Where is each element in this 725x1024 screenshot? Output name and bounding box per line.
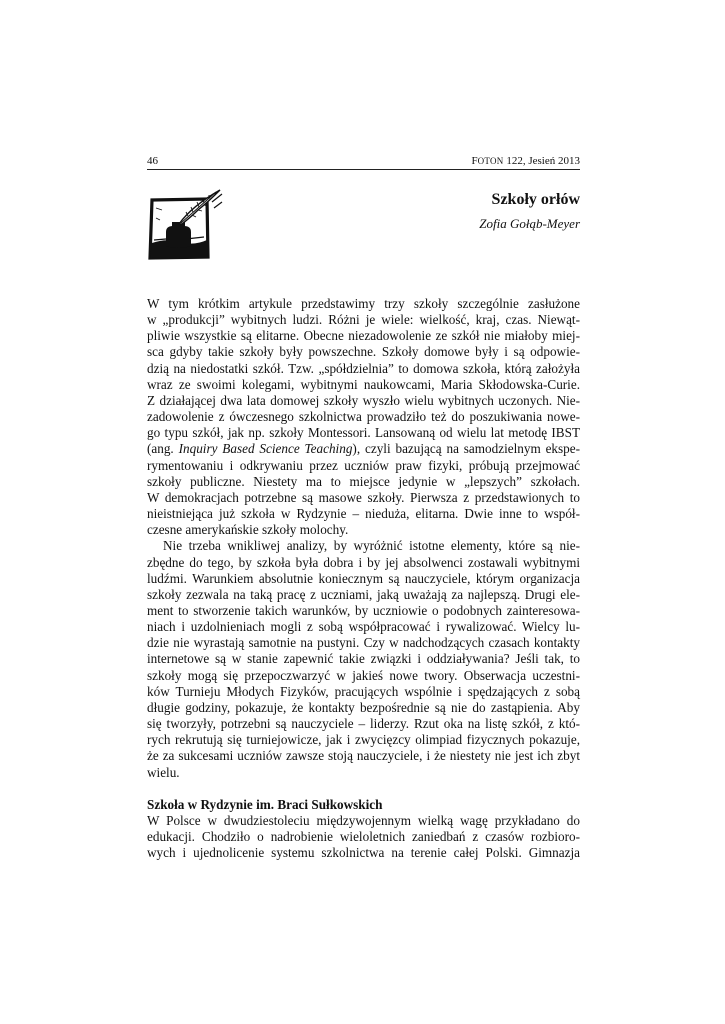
header-rule — [147, 169, 580, 170]
text-line: internetowe są w stanie zapewnić takie związki i oddziaływania? Jeśli tak, to — [147, 651, 580, 667]
text-line: W Polsce w dwudziestoleciu międzywojennym wielką wagę przykładano do — [147, 812, 580, 828]
text-segment: ), czyli bazującą na samodzielnym ekspe- — [352, 441, 580, 457]
text-line: pliwie wszystkie są elitarne. Obecne niezadowolenie ze szkół nie miałoby miej- — [147, 328, 580, 344]
text-line: dzią na niedostatki szkół. Tzw. „spółdzielnia” to domowa szkoła, którą założyła — [147, 360, 580, 376]
text-line: dzie nie wyrastają samotnie na pustyni. Czy w nadchodzących czasach kontakty — [147, 635, 580, 651]
text-line: długie godziny, pokazuje, że kontakty bezpośrednie są nie do zastąpienia. Aby — [147, 699, 580, 715]
text-line: czesne amerykańskie szkoły molochy. — [147, 522, 349, 538]
text-line: ludźmi. Warunkiem absolutnie koniecznym są nauczyciele, którym organizacja — [147, 570, 580, 586]
paragraph-2 — [147, 538, 580, 780]
text-line: W tym krótkim artykule przedstawimy trzy szkoły szczególnie zasłużone — [147, 296, 580, 311]
article-body — [147, 296, 580, 861]
text-line: rymentowaniu i odkrywaniu przez uczniów praw fizyki, próbują przejmować — [147, 457, 580, 473]
text-line: zadowolenie z ówczesnego szkolnictwa prowadziło też do poszukiwania nowe- — [147, 409, 580, 425]
text-line: szkoły zezwala na taką pracę z uczniami, jaką uważają za najlepszą. Drugi ele- — [147, 586, 580, 602]
journal-prefix: F — [471, 155, 478, 167]
text-line: niach i uzdolnieniach mogli z sobą współpracować i rywalizować. Wielcy lu- — [147, 619, 580, 635]
text-line: wraz ze swoimi kolegami, wybitnymi naukowcami, Maria Skłodowska-Curie. — [147, 376, 580, 392]
article-author: Zofia Gołąb-Meyer — [479, 216, 580, 231]
text-line: szkoły publiczne. Niestety ma to miejsce jedynie w „lepszych” szkołach. — [147, 473, 580, 489]
section-gap — [147, 781, 580, 797]
page-number: 46 — [147, 155, 158, 167]
text-segment: (ang. — [147, 441, 179, 457]
text-line: edukacji. Chodziło o nadrobienie wieloletnich zaniedbań z czasów rozbioro- — [147, 829, 580, 844]
text-line: go typu szkół, jak np. szkoły Montessori. Lansowaną od wielu lat metodę IBST — [147, 425, 580, 441]
journal-issue: 122, Jesień 2013 — [503, 155, 580, 167]
text-line: się tworzyły, potrzebni są nauczyciele – liderzy. Rzut oka na listę szkół, z któ- — [147, 716, 580, 732]
text-line: ków Turnieju Młodych Fizyków, pracujących wspólnie i spędzających z sobą — [147, 683, 580, 699]
text-line: sca gdyby takie szkoły były powszechne. Szkoły domowe były i są odpowie- — [147, 344, 580, 360]
text-line — [147, 441, 580, 457]
text-line: wielu. — [147, 764, 180, 780]
text-line: W demokracjach potrzebne są masowe szkoły. Pierwsza z przedstawionych to — [147, 489, 580, 505]
section-heading: Szkoła w Rydzynie im. Braci Sułkowskich — [147, 796, 383, 812]
text-line: zbędne do tego, by szkoła była dobra i by jej absolwenci zostawali wybitnymi — [147, 554, 580, 570]
text-line: rych rekrutują się turniejowicze, jak i zwycięzcy olimpiad fizycznych pokazuje, — [147, 732, 580, 748]
text-line: w „produkcji” wybitnych ludzi. Różni je wiele: wielkość, kraj, czas. Niewąt- — [147, 312, 580, 328]
journal-name — [471, 155, 580, 167]
text-line: że za sukcesami uczniów zawsze stoją nauczyciele, i że niestety nie jest ich zbyt — [147, 748, 580, 764]
text-line: ment to stworzenie takich warunków, by uczniowie o podobnych zainteresowa- — [147, 602, 580, 618]
text-line: nieistniejąca już szkoła w Rydzynie – nieduża, elitarna. Dwie inne to współ- — [147, 506, 580, 522]
quill-inkwell-icon — [146, 188, 226, 262]
text-line: wych i ujednolicenie systemu szkolnictwa na terenie całej Polski. Gimnazja — [147, 845, 580, 861]
section-paragraph — [147, 813, 580, 861]
text-line: Z działającej dwa lata domowej szkoły wyszło wielu wybitnych uczonych. Nie- — [147, 392, 580, 408]
text-line: szkoły mogą się przepoczwarzyć w jakieś nowe twory. Obserwacja uczestni- — [147, 667, 580, 683]
text-line: Nie trzeba wnikliwej analizy, by wyróżnić istotne elementy, które są nie- — [163, 538, 580, 554]
journal-smallcaps: OTON — [477, 156, 504, 166]
paragraph-1 — [147, 296, 580, 538]
article-title: Szkoły orłów — [491, 191, 580, 208]
italic-term: Inquiry Based Science Teaching — [178, 441, 353, 457]
